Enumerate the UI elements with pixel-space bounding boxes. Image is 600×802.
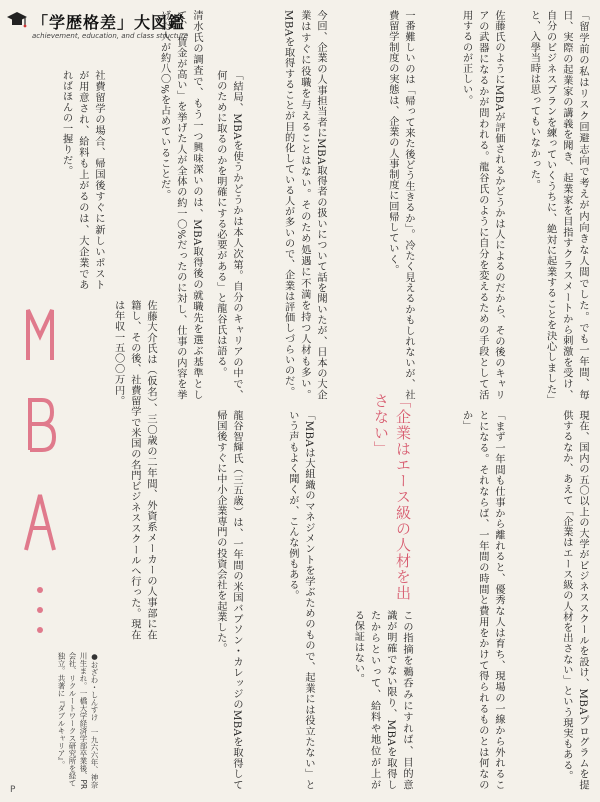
graduation-cap-icon xyxy=(6,10,28,30)
article-column-12: 佐藤大介氏は（仮名）、三〇歳の二年間、外資系メーカーの人事部に在籍し、その後、社費留学で米国の名門ビジネススクールへ行った。現在は年収一五〇〇万円。 xyxy=(112,300,156,640)
page-marker: P xyxy=(10,785,16,795)
article-column-11: 龍谷智輝氏（三五歳）は、一年間の米国バブソン・カレッジのMBAを取得して帰国後すぐに中小企業専門の投資会社を起業した。 xyxy=(214,410,242,790)
article-column-10: 「MBAは大組織のマネジメントを学ぶためのもので、起業には役立たない」という声もよく聞くが、こんな例もある。 xyxy=(286,410,314,790)
pull-quote: 「企業はエース級の人材を出さない」 xyxy=(372,393,412,601)
article-column-3: 一番難しいのは「帰って来た後どう生きるか」。冷たく見えるかもしれないが、社費留学制度の実態は、企業の人事制度に回帰していく。 xyxy=(386,10,414,400)
article-column-1: 「留学前の私はリスク回避志向で考えが内向きな人間でした。でも一年間、毎日、実際の起業家の講義を聞き、起業家を目指すクラスメートから刺激を受け、自分のビジネスプランを練っていくうちに、絶対に起業することを決心しました」と、入學当時は思ってもいなかった。 xyxy=(528,10,588,400)
section-title: 「学歴格差」大図鑑 xyxy=(32,13,186,32)
article-column-8: この指摘を鵜呑みにすれば、目的意識が明確でない限り、MBAを取得したからといって、給料や地位が上がる保証はない。 xyxy=(352,610,412,790)
article-column-5: 「結局、MBAを使うかどうかは本人次第。自分のキャリアの中で、何のために取るのかを明確にする必要がある」と龍谷氏は語る。 xyxy=(214,70,242,400)
article-column-2: 佐藤氏のようにMBAが評価されるかどうかは人によるのだから、その後のキャリアの武器になるかが問われる。龍谷氏のように自分を変えるための手段として活用するのが正しい。 xyxy=(460,10,504,400)
article-column-16: 社費留学の場合、帰国後すぐに新しいポストが用意され、給料も上がるのは、大企業であればほんの一握りだ。 xyxy=(60,70,104,290)
section-subtitle: achievement, education, and class structure xyxy=(32,32,189,40)
mba-vertical-logo xyxy=(24,300,56,670)
article-column-4: 今回、企業の人事担当者にMBA取得者の扱いについて話を聞いたが、日本の大企業はすぐに役職を与えることはない。そのため処遇に不満を持つ人材も多い。MBAを取得することが目的化している人が多いので、企業は評価しづらいのだ。 xyxy=(282,10,326,400)
article-column-7: 「まず一年間も仕事から離れると、優秀な人は育ち、現場の一線から外れることになる。それならば、一年間の時間と費用をかけて得られるものとは何なのか」 xyxy=(460,410,504,790)
article-column-9: 清水氏の調査で、もう一つ興味深いのは、MBA取得後の就職先を選ぶ基準として、「賃金が高い」を挙げた人が全体の約一〇%だったのに対し、仕事の内容を挙げた人が約八〇%を占めていることだ。 xyxy=(158,10,202,400)
author-credit: ●おざわ・しんすけ 一九六六年、神奈川生まれ。一橋大学経済学部卒業後、PR会社、リクルートワークス研究所を経て独立。共著に『ダブルキャリア』。 xyxy=(57,652,99,790)
article-column-6: 現在、国内の五〇以上の大学がビジネススクールを設け、MBAプログラムを提供するなか、あえて「企業はエース級の人材を出さない」という現実もある。 xyxy=(560,410,588,790)
